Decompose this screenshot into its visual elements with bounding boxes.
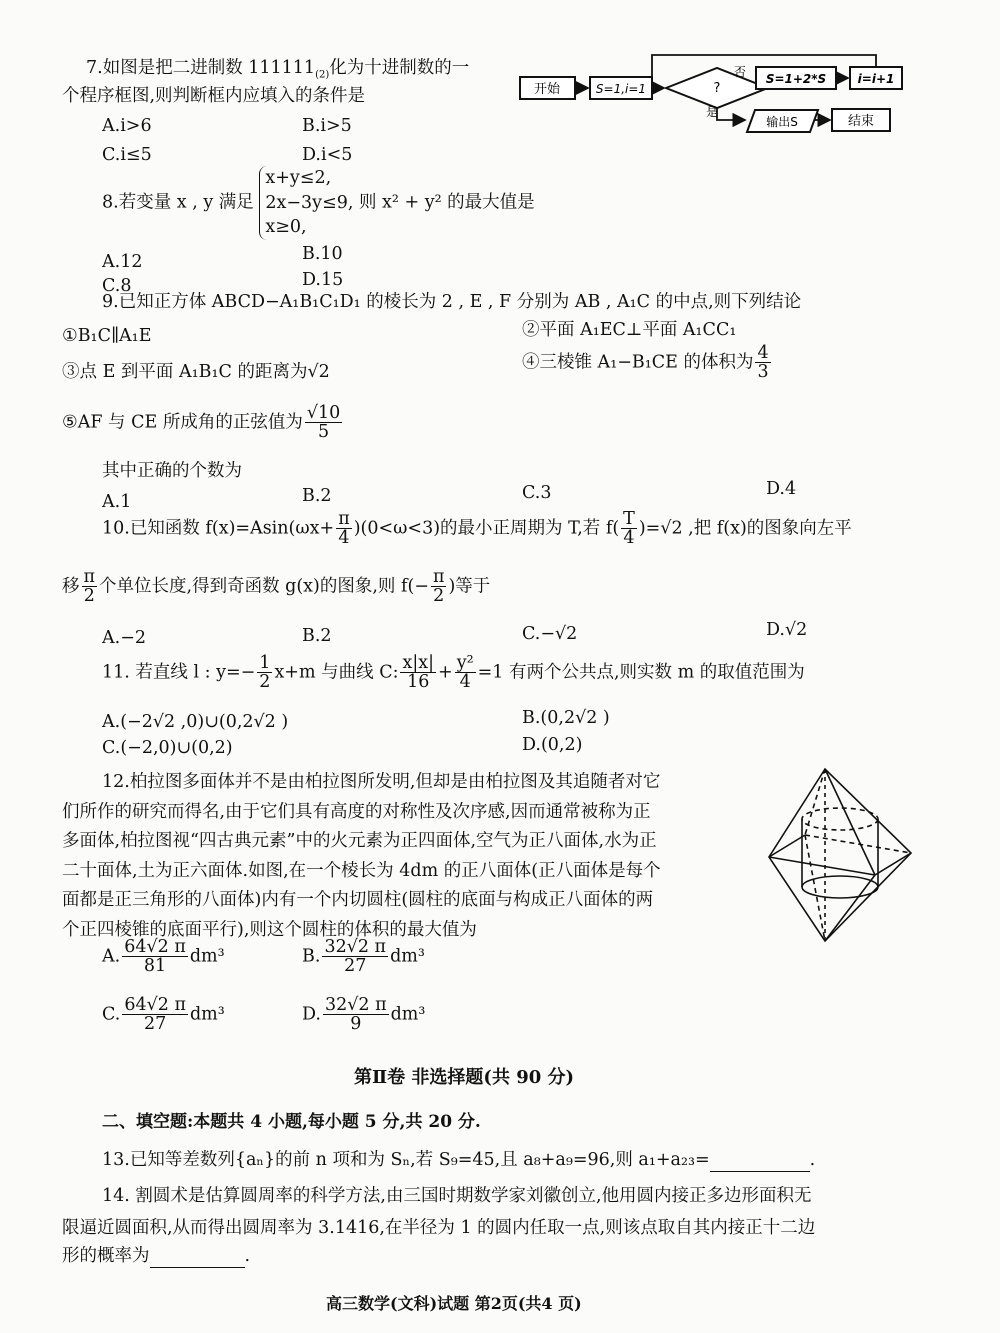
q11-stem: 11. 若直线 l : y=− $\frac{1}{2}$ x+m 与曲线 C: $\frac{x|x|}{16}$ + $\frac{\text{y²}}{4}$ =1 有两个公共点,则实数 m 的取值范围为 xyxy=(102,653,805,693)
q9-option-d: D.4 xyxy=(766,479,797,499)
flow-init-text: S=1,i=1 xyxy=(595,82,647,96)
q10-option-d: D.√2 xyxy=(766,620,808,640)
flow-output-text: 输出S xyxy=(766,115,798,129)
flow-no-label: 否 xyxy=(734,65,747,79)
q9-stem: 9.已知正方体 ABCD−A₁B₁C₁D₁ 的棱长为 2 , E , F 分别为 AB , A₁C 的中点,则下列结论 xyxy=(102,292,802,312)
q11-option-b: B.(0,2√2 ) xyxy=(522,708,610,728)
q7-option-d: D.i<5 xyxy=(302,145,353,165)
q8-option-a: A.12 xyxy=(102,252,143,272)
q7-stem-line1: 7.如图是把二进制数 $111111_{(2)}$化为十进制数的一 xyxy=(86,58,470,81)
q10-stem-line2: 移 $\frac{\pi}{2}$ 个单位长度,得到奇函数 g(x)的图象,则 f(− $\frac{\pi}{2}$ )等于 xyxy=(62,567,491,607)
q14-line2: 限逼近圆面积,从而得出圆周率为 3.1416,在半径为 1 的圆内任取一点,则该点取自其内接正十二边 xyxy=(62,1218,816,1238)
q12-line: 多面体,柏拉图视“四古典元素”中的火元素为正四面体,空气为正八面体,水为正 xyxy=(62,831,657,851)
flow-yes-label: 是 xyxy=(706,105,719,119)
q12-option-c: C. $\frac{64√2 \pi}{27}$ dm³ xyxy=(102,995,225,1035)
q12-line: 们所作的研究而得名,由于它们具有高度的对称性及次序感,因而通常被称为正 xyxy=(62,801,651,822)
q13-text: 13.已知等差数列{aₙ}的前 n 项和为 Sₙ,若 S₉=45,且 a₈+a₉=96,则 a₁+a₂₃= . xyxy=(102,1150,816,1170)
q14-line3: 形的概率为 . xyxy=(62,1246,251,1266)
q10-option-b: B.2 xyxy=(302,626,332,646)
q9-statement-1: ①B₁C∥A₁E xyxy=(62,326,152,346)
q7-option-a: A.i>6 xyxy=(102,116,152,136)
flow-condition-text: ? xyxy=(713,81,721,96)
q10-option-c: C.−√2 xyxy=(522,624,578,644)
q12-line: 个正四棱锥的底面平行),则这个圆柱的体积的最大值为 xyxy=(62,919,477,940)
q12-option-b: B. $\frac{32√2 \pi}{27}$ dm³ xyxy=(302,937,425,977)
q8-option-b: B.10 xyxy=(302,244,343,264)
flow-end-text: 结束 xyxy=(847,114,875,129)
octahedron-cylinder-figure xyxy=(765,765,915,945)
q11-option-c: C.(−2,0)∪(0,2) xyxy=(102,738,233,758)
q11-option-d: D.(0,2) xyxy=(522,735,583,755)
q7-stem-line2: 个程序框图,则判断框内应填入的条件是 xyxy=(62,86,366,106)
q12-option-d: D. $\frac{32√2 \pi}{9}$ dm³ xyxy=(302,995,426,1035)
section2-header: 二、填空题:本题共 4 小题,每小题 5 分,共 20 分. xyxy=(102,1112,481,1132)
q9-statement-4: ④三棱锥 A₁−B₁CE 的体积为 $\frac{4}{3}$ xyxy=(522,343,769,383)
part2-title: 第Ⅱ卷 非选择题(共 90 分) xyxy=(354,1067,575,1088)
q14-line1: 14. 割圆术是估算圆周率的科学方法,由三国时期数学家刘徽创立,他用圆内接正多边形面积无 xyxy=(102,1186,812,1206)
q9-statement-5: ⑤AF 与 CE 所成角的正弦值为 $\frac{√10}{5}$ xyxy=(62,403,341,443)
q7-option-b: B.i>5 xyxy=(302,116,352,136)
q9-option-a: A.1 xyxy=(102,492,132,512)
flow-increment-text: i=i+1 xyxy=(857,72,895,86)
q11-option-a: A.(−2√2 ,0)∪(0,2√2 ) xyxy=(102,712,289,732)
q10-option-a: A.−2 xyxy=(102,628,146,648)
q12-option-a: A. $\frac{64√2 \pi}{81}$ dm³ xyxy=(102,937,225,977)
q12-line: 12.柏拉图多面体并不是由柏拉图所发明,但却是由柏拉图及其追随者对它 xyxy=(102,772,661,792)
q9-option-c: C.3 xyxy=(522,483,552,503)
q8-stem: 8.若变量 x , y 满足 x+y≤2, 2x−3y≤9, x≥0, 则 x² + y² 的最大值是 xyxy=(102,166,535,240)
q10-stem-line1: 10.已知函数 f(x)=Asin(ωx+ $\frac{\pi}{4}$ )(0<ω<3)的最小正周期为 T,若 f( $\frac{T}{4}$ )=√2 ,把 f(x)的图象向左平 xyxy=(102,509,852,549)
q8-constraints: x+y≤2, 2x−3y≤9, x≥0, xyxy=(259,166,353,240)
q9-statement-2: ②平面 A₁EC⊥平面 A₁CC₁ xyxy=(522,320,737,340)
q9-option-b: B.2 xyxy=(302,486,332,506)
q8-option-c: C.8 xyxy=(102,276,132,296)
flow-update-text: S=1+2*S xyxy=(765,72,827,86)
q9-statement-3: ③点 E 到平面 A₁B₁C 的距离为√2 xyxy=(62,362,330,382)
octahedron-outline xyxy=(769,769,911,941)
q12-text xyxy=(62,768,661,945)
q8-option-d: D.15 xyxy=(302,270,344,290)
q9-ask: 其中正确的个数为 xyxy=(102,461,242,481)
flow-start-text: 开始 xyxy=(533,82,561,97)
q12-line: 面都是正三角形的八面体)内有一个内切圆柱(圆柱的底面与构成正八面体的两 xyxy=(62,890,654,910)
q12-line: 二十面体,土为正六面体.如图,在一个棱长为 4dm 的正八面体(正八面体是每个 xyxy=(62,860,661,881)
page-footer: 高三数学(文科)试题 第2页(共4 页) xyxy=(326,1294,582,1313)
program-flowchart xyxy=(510,50,920,140)
q7-option-c: C.i≤5 xyxy=(102,145,152,165)
